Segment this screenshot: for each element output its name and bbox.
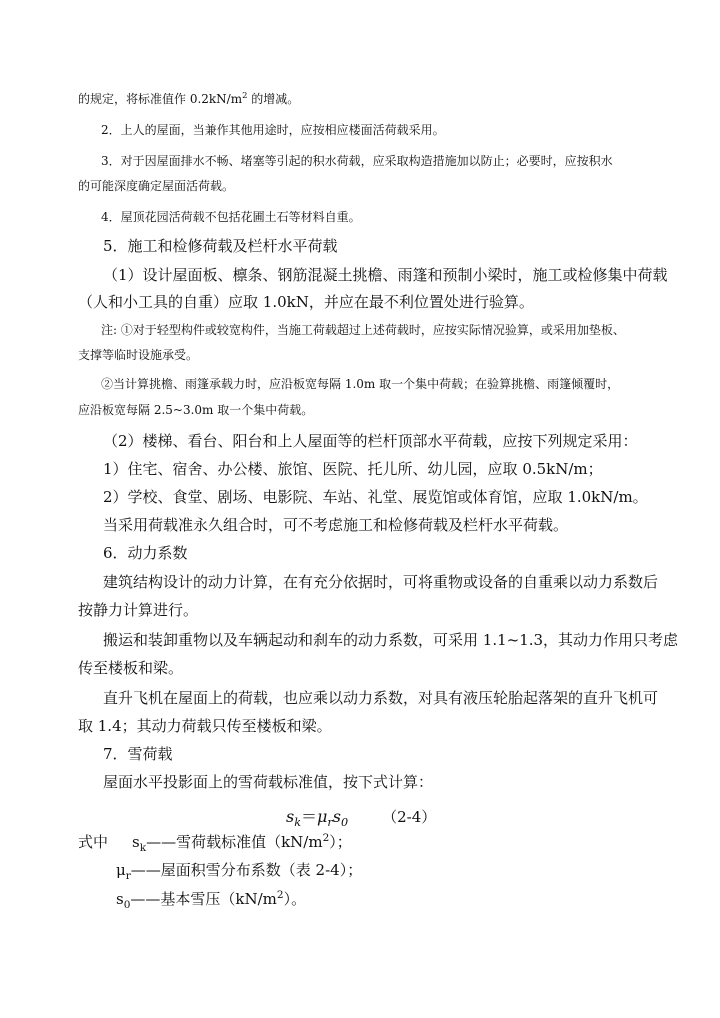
section-heading-6: 6．动力系数 [103,544,188,562]
text-line-1 [78,91,299,107]
definition-symbol: μ [116,861,126,879]
paragraph-line: 建筑结构设计的动力计算，在有充分依据时，可将重物或设备的自重乘以动力系数后 [103,573,659,591]
formula-equals: ＝ [301,807,318,826]
definition-text: ）。 [283,890,307,908]
section-heading-7: 7．雪荷载 [103,745,173,763]
paragraph-line: （1）设计屋面板、檩条、钢筋混凝土挑檐、雨篷和预制小梁时，施工或检修集中荷载 [103,266,668,284]
paragraph-line: （人和小工具的自重）应取 1.0kN，并应在最不利位置处进行验算。 [78,293,534,311]
definition-line [116,889,306,909]
note-line: ②当计算挑檐、雨篷承载力时，应沿板宽每隔 1.0m 取一个集中荷载；在验算挑檐、雨篷倾覆时， [101,377,620,391]
definition-symbol: s [132,833,140,851]
definition-subscript: 0 [123,899,131,911]
paragraph-line: 当采用荷载准永久组合时，可不考虑施工和检修荷载及栏杆水平荷载。 [103,516,569,534]
text-span: 的增减。 [247,92,300,106]
paragraph-line: （2）楼梯、看台、阳台和上人屋面等的栏杆顶部水平荷载，应按下列规定采用： [103,432,638,450]
formula-2-4 [286,806,436,828]
superscript: 2 [276,889,284,901]
section-heading-5: 5．施工和检修荷载及栏杆水平荷载 [103,237,338,255]
formula-symbol: μ [317,807,328,826]
formula-subscript: r [327,816,333,830]
list-item: 1）住宅、宿舍、办公楼、旅馆、医院、托儿所、幼儿园，应取 0.5kN/m； [103,460,603,478]
item-2: 2．上人的屋面，当兼作其他用途时，应按相应楼面活荷载采用。 [101,123,445,137]
list-item: 2）学校、食堂、剧场、电影院、车站、礼堂、展览馆或体育馆，应取 1.0kN/m。 [103,488,648,506]
note-line: 应沿板宽每隔 2.5~3.0m 取一个集中荷载。 [78,403,314,417]
definition-symbol: s [116,890,124,908]
definition-text: ——屋面积雪分布系数（表 2-4）； [130,861,363,879]
definition-prefix: 式中 [78,833,109,851]
paragraph-line: 取 1.4；其动力荷载只传至楼板和梁。 [78,717,332,735]
definition-text: ——基本雪压（kN/m [130,890,277,908]
paragraph-line: 搬运和装卸重物以及车辆起动和刹车的动力系数，可采用 1.1~1.3，其动力作用只考虑 [103,631,679,649]
formula-subscript: k [294,816,301,830]
item-3: 3．对于因屋面排水不畅、堵塞等引起的积水荷载，应采取构造措施加以防止；必要时，应按积水 [101,154,613,168]
item-3-cont: 的可能深度确定屋面活荷载。 [78,179,235,193]
paragraph-line: 传至楼板和梁。 [78,659,184,677]
note-line: 支撑等临时设施承受。 [78,348,199,362]
definition-text: ）； [329,833,352,851]
note-line: 注: ①对于轻型构件或较宽构件，当施工荷载超过上述荷载时，应按实际情况验算，或采用加垫板、 [101,323,625,337]
formula-symbol: s [332,807,341,826]
definition-subscript: k [139,842,147,854]
formula-symbol: s [286,807,295,826]
definition-line [116,860,362,880]
superscript: 2 [322,832,330,844]
formula-subscript: 0 [341,816,349,830]
item-4: 4．屋顶花园活荷载不包括花圃土石等材料自重。 [101,210,361,224]
definition-line [78,832,352,852]
definition-subscript: r [125,870,131,882]
paragraph-line: 直升飞机在屋面上的荷载，也应乘以动力系数，对具有液压轮胎起落架的直升飞机可 [103,689,659,707]
text-span: 的规定，将标准值作 0.2kN/m [78,92,243,106]
superscript: 2 [242,90,248,100]
paragraph-line: 屋面水平投影面上的雪荷载标准值，按下式计算： [103,773,434,791]
paragraph-line: 按静力计算进行。 [78,601,199,619]
equation-number: （2-4） [382,808,437,826]
definition-text: ——雪荷载标准值（kN/m [146,833,323,851]
